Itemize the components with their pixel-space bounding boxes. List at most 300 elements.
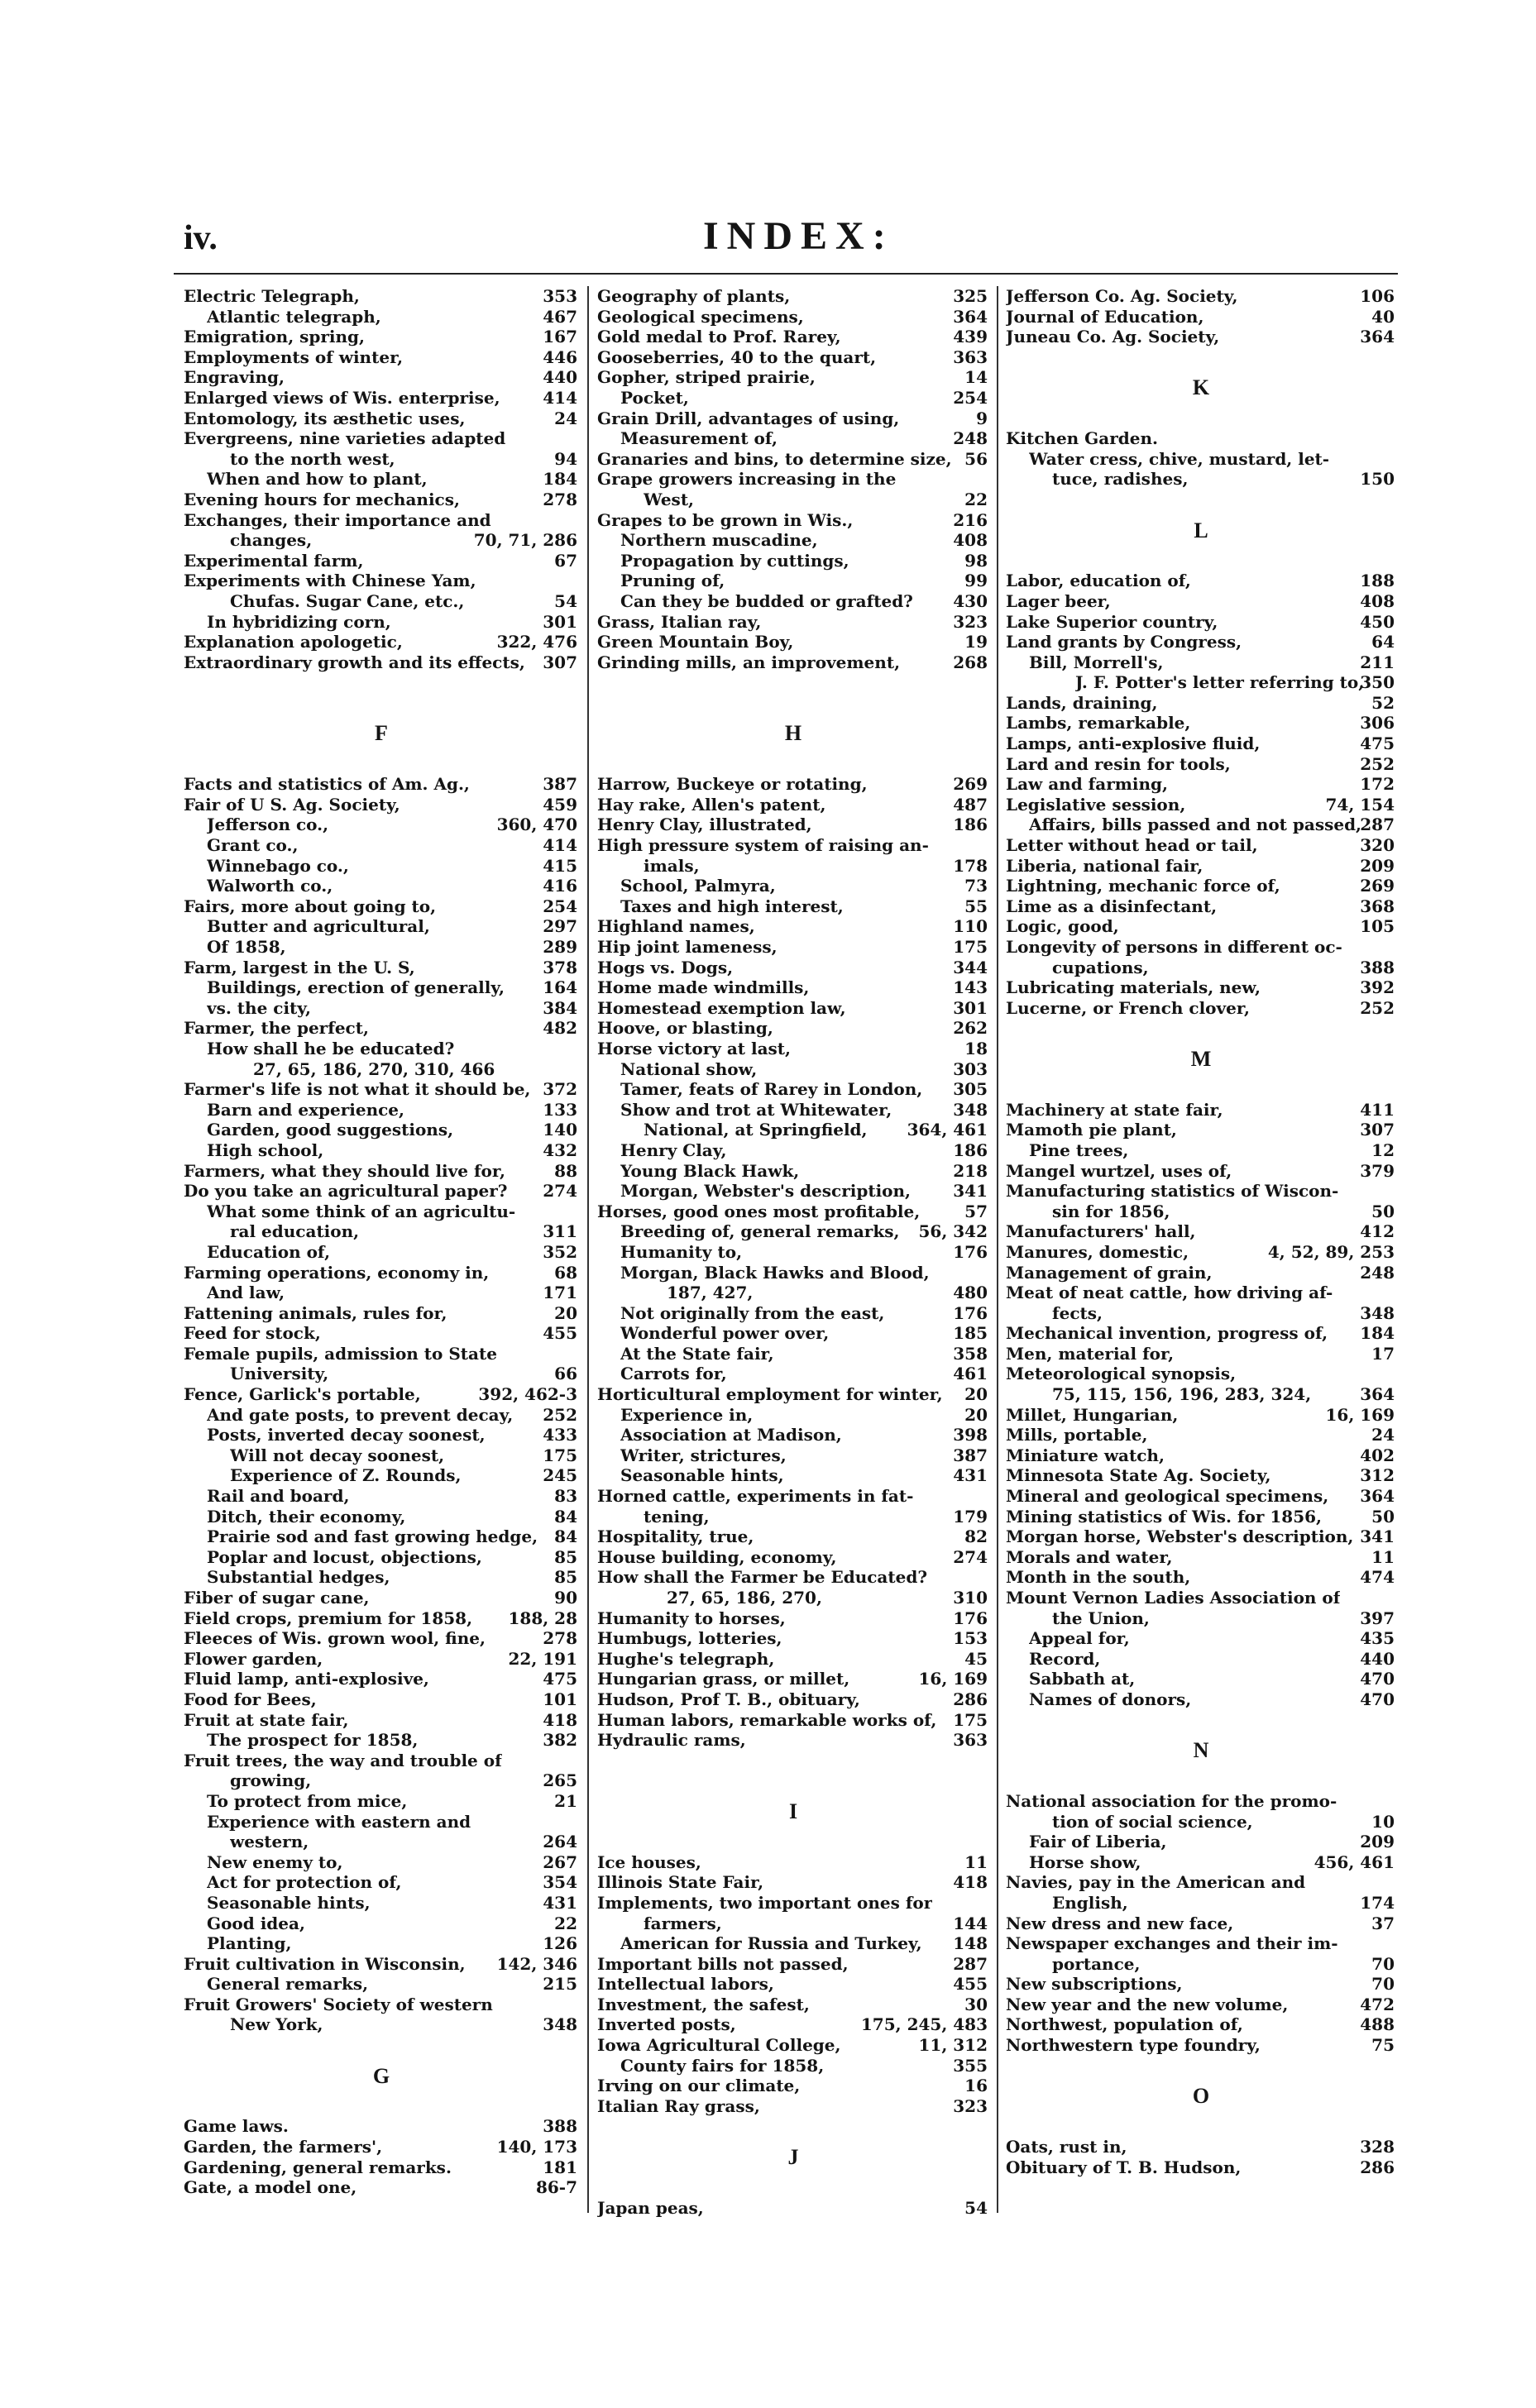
- index-entry: [184, 1161, 579, 1182]
- entry-topic: Labor, education of,: [1006, 571, 1191, 591]
- entry-topic: Lamps, anti-explosive fluid,: [1006, 733, 1261, 754]
- entry-pages: 388: [1360, 957, 1395, 977]
- entry-pages: 307: [543, 652, 577, 672]
- index-entry: [597, 998, 989, 1019]
- index-entry: [184, 1507, 579, 1527]
- index-entry: [1006, 1852, 1396, 1873]
- section-letter: J: [787, 2145, 799, 2170]
- entry-topic: Iowa Agricultural College,: [597, 2035, 841, 2056]
- entry-topic: Do you take an agricultural paper?: [184, 1181, 508, 1202]
- entry-topic: Rail and board,: [207, 1486, 350, 1507]
- entry-pages: 354: [543, 1872, 577, 1893]
- entry-pages: 269: [953, 774, 988, 795]
- entry-topic: Jefferson co.,: [207, 815, 329, 835]
- entry-topic: Navies, pay in the American and: [1006, 1872, 1306, 1893]
- index-entry: [1006, 1486, 1396, 1507]
- entry-pages: 307: [1360, 1120, 1395, 1140]
- entry-pages: 475: [543, 1669, 577, 1689]
- index-entry: [184, 1425, 579, 1445]
- entry-pages: 325: [953, 286, 988, 306]
- entry-pages: 378: [543, 957, 577, 977]
- entry-topic: Gooseberries, 40 to the quart,: [597, 346, 877, 367]
- entry-topic: vs. the city,: [207, 997, 311, 1018]
- entry-topic: County fairs for 1858,: [620, 2055, 825, 2076]
- spacer: [1006, 1710, 1396, 1731]
- entry-pages: 488: [1360, 2014, 1395, 2035]
- entry-pages: 278: [543, 1628, 577, 1649]
- entry-topic: Hospitality, true,: [597, 1526, 754, 1547]
- entry-topic: Farming operations, economy in,: [184, 1262, 490, 1283]
- entry-pages: 480: [953, 1283, 988, 1303]
- index-entry: [184, 367, 579, 388]
- index-entry: [184, 612, 579, 633]
- entry-topic: Minnesota State Ag. Society,: [1006, 1465, 1271, 1486]
- entry-pages: 57: [964, 1201, 988, 1221]
- entry-topic: School, Palmyra,: [620, 876, 776, 896]
- section-letter: O: [1192, 2084, 1210, 2109]
- entry-topic: Henry Clay, illustrated,: [597, 815, 812, 835]
- entry-topic: When and how to plant,: [207, 469, 428, 490]
- entry-topic: Hungarian grass, or millet,: [597, 1669, 850, 1689]
- index-entry: [184, 937, 579, 958]
- entry-topic: Can they be budded or grafted?: [620, 590, 913, 611]
- entry-pages: 355: [953, 2055, 988, 2076]
- index-entry: [597, 1913, 989, 1934]
- entry-pages: 74, 154: [1325, 794, 1395, 815]
- entry-topic: In hybridizing corn,: [207, 611, 391, 632]
- index-entry: [597, 449, 989, 470]
- entry-topic: To protect from mice,: [207, 1790, 408, 1811]
- index-entry: [184, 1669, 579, 1689]
- entry-topic: How shall he be educated?: [207, 1038, 455, 1058]
- index-entry: [184, 1954, 579, 1975]
- entry-topic: House building, economy,: [597, 1546, 837, 1567]
- index-entry: [184, 958, 579, 978]
- entry-topic: Names of donors,: [1029, 1689, 1192, 1709]
- index-entry: [184, 2177, 579, 2198]
- index-entry: [184, 2157, 579, 2178]
- entry-pages: 286: [1360, 2157, 1395, 2177]
- index-entry: [1006, 1689, 1396, 1710]
- entry-pages: 358: [953, 1343, 988, 1364]
- index-entry: [597, 1140, 989, 1161]
- entry-pages: 179: [953, 1506, 988, 1526]
- entry-pages: 20: [554, 1302, 577, 1323]
- entry-topic: Logic, good,: [1006, 916, 1119, 937]
- index-entry: [1006, 1933, 1396, 1954]
- entry-pages: 364: [1360, 1486, 1395, 1507]
- entry-topic: Mechanical invention, progress of,: [1006, 1323, 1328, 1344]
- entry-pages: 306: [1360, 713, 1395, 733]
- entry-topic: Education of,: [207, 1241, 331, 1262]
- index-entry: [184, 2137, 579, 2157]
- entry-pages: 150: [1360, 469, 1395, 490]
- entry-topic: Gold medal to Prof. Rarey,: [597, 327, 841, 347]
- entry-pages: 431: [543, 1892, 577, 1913]
- index-entry: [597, 856, 989, 877]
- entry-topic: Intellectual labors,: [597, 1974, 774, 1995]
- index-entry: [184, 998, 579, 1019]
- entry-pages: 85: [554, 1546, 577, 1567]
- index-entry: [1006, 937, 1396, 958]
- entry-pages: 185: [953, 1323, 988, 1344]
- entry-topic: Irving on our climate,: [597, 2076, 801, 2096]
- index-entry: [1006, 1507, 1396, 1527]
- entry-pages: 16, 169: [1325, 1404, 1395, 1425]
- entry-topic: Winnebago co.,: [207, 855, 349, 876]
- index-entry: [184, 1588, 579, 1608]
- entry-topic: Implements, two important ones for: [597, 1892, 933, 1913]
- index-entry: [1006, 1445, 1396, 1466]
- index-entry: [1006, 1303, 1396, 1324]
- entry-topic: Meat of neat cattle, how driving af-: [1006, 1283, 1333, 1303]
- entry-topic: Horticultural employment for winter,: [597, 1384, 943, 1405]
- entry-pages: 322, 476: [496, 632, 577, 652]
- entry-topic: Manufacturers' hall,: [1006, 1221, 1196, 1242]
- entry-topic: Lands, draining,: [1006, 692, 1158, 713]
- entry-topic: sin for 1856,: [1052, 1201, 1170, 1221]
- entry-topic: Henry Clay,: [620, 1140, 727, 1160]
- entry-topic: Human labors, remarkable works of,: [597, 1709, 937, 1730]
- index-entry: [597, 1893, 989, 1913]
- entry-topic: National association for the promo-: [1006, 1790, 1337, 1811]
- index-entry: [184, 1039, 579, 1059]
- spacer: [597, 754, 989, 775]
- index-entry: [597, 1323, 989, 1344]
- index-entry: [597, 1933, 989, 1954]
- entry-pages: 171: [543, 1283, 577, 1303]
- entry-topic: Fairs, more about going to,: [184, 896, 437, 916]
- entry-topic: Hay rake, Allen's patent,: [597, 794, 826, 815]
- index-entry: [1006, 1344, 1396, 1364]
- spacer: [597, 672, 989, 713]
- entry-topic: Liberia, national fair,: [1006, 855, 1203, 876]
- index-entry: [597, 367, 989, 388]
- entry-topic: Writer, strictures,: [620, 1445, 787, 1465]
- page-number: iv.: [184, 219, 218, 257]
- entry-topic: Entomology, its æsthetic uses,: [184, 408, 466, 428]
- index-entry: [597, 1669, 989, 1689]
- index-entry: [1006, 733, 1396, 754]
- entry-topic: Farmer's life is not what it should be,: [184, 1079, 531, 1100]
- index-entry: [184, 1730, 579, 1751]
- entry-topic: tuce, radishes,: [1052, 469, 1189, 490]
- index-entry: [1006, 1812, 1396, 1832]
- index-entry: [184, 1608, 579, 1629]
- page-header: [174, 207, 1398, 256]
- index-entry: [597, 1120, 989, 1140]
- entry-topic: Young Black Hawk,: [620, 1160, 800, 1181]
- index-entry: [184, 652, 579, 673]
- index-entry: [597, 835, 989, 856]
- entry-topic: Pruning of,: [620, 571, 725, 591]
- index-entry: [184, 1364, 579, 1384]
- entry-topic: Pocket,: [620, 387, 689, 408]
- entry-topic: Lard and resin for tools,: [1006, 753, 1231, 774]
- entry-pages: 435: [1360, 1628, 1395, 1649]
- entry-pages: 20: [964, 1384, 988, 1405]
- entry-topic: ral education,: [230, 1221, 360, 1242]
- index-entry: [1006, 876, 1396, 896]
- entry-topic: Measurement of,: [620, 428, 778, 449]
- index-entry: [1006, 652, 1396, 673]
- entry-topic: Mining statistics of Wis. for 1856,: [1006, 1506, 1323, 1526]
- entry-pages: 22: [964, 489, 988, 509]
- entry-pages: 110: [953, 916, 988, 937]
- index-entry: [1006, 1893, 1396, 1913]
- entry-topic: Facts and statistics of Am. Ag.,: [184, 774, 470, 795]
- entry-pages: 216: [953, 509, 988, 530]
- entry-pages: 176: [953, 1302, 988, 1323]
- entry-topic: How shall the Farmer be Educated?: [597, 1567, 928, 1588]
- entry-topic: Hydraulic rams,: [597, 1730, 746, 1751]
- entry-topic: Tamer, feats of Rarey in London,: [620, 1079, 923, 1100]
- index-entry: [1006, 1628, 1396, 1649]
- entry-pages: 341: [953, 1181, 988, 1202]
- index-entry: [184, 1018, 579, 1039]
- index-entry: [184, 1567, 579, 1588]
- index-entry: [1006, 774, 1396, 795]
- index-entry: [184, 1303, 579, 1324]
- index-entry: [184, 347, 579, 368]
- entry-topic: Poplar and locust, objections,: [207, 1546, 482, 1567]
- entry-topic: Grinding mills, an improvement,: [597, 652, 901, 672]
- entry-pages: 350: [1360, 672, 1395, 693]
- entry-pages: 278: [543, 489, 577, 509]
- index-entry: [184, 1995, 579, 2015]
- entry-topic: Gopher, striped prairie,: [597, 367, 816, 388]
- index-entry: [597, 1974, 989, 1995]
- entry-pages: 439: [953, 327, 988, 347]
- entry-topic: Mount Vernon Ladies Association of: [1006, 1588, 1341, 1608]
- index-entry: [597, 1547, 989, 1568]
- entry-topic: New dress and new face,: [1006, 1913, 1234, 1933]
- entry-topic: And gate posts, to prevent decay,: [207, 1404, 514, 1425]
- entry-pages: 297: [543, 916, 577, 937]
- index-entry: [597, 490, 989, 510]
- index-entry: [184, 307, 579, 327]
- index-entry: [184, 856, 579, 877]
- index-entry: [184, 428, 579, 449]
- index-entry: [597, 1242, 989, 1263]
- index-entry: [597, 1995, 989, 2015]
- entry-topic: Obituary of T. B. Hudson,: [1006, 2157, 1242, 2177]
- spacer: [184, 2096, 579, 2117]
- entry-topic: Chufas. Sugar Cane, etc.,: [230, 590, 465, 611]
- entry-topic: Mamoth pie plant,: [1006, 1120, 1177, 1140]
- entry-topic: Hogs vs. Dogs,: [597, 957, 734, 977]
- entry-topic: Humbugs, lotteries,: [597, 1628, 782, 1649]
- entry-topic: Fruit Growers' Society of western: [184, 1994, 493, 2014]
- entry-pages: 408: [953, 530, 988, 551]
- index-entry: [597, 1181, 989, 1202]
- index-entry: [184, 1405, 579, 1426]
- entry-topic: Land grants by Congress,: [1006, 632, 1242, 652]
- entry-pages: 432: [543, 1140, 577, 1160]
- index-entry: [597, 1872, 989, 1893]
- entry-topic: Explanation apologetic,: [184, 632, 403, 652]
- entry-topic: And law,: [207, 1283, 285, 1303]
- entry-topic: Inverted posts,: [597, 2014, 736, 2035]
- entry-pages: 245: [543, 1465, 577, 1486]
- index-entry: [597, 1954, 989, 1975]
- entry-pages: 487: [953, 794, 988, 815]
- entry-topic: General remarks,: [207, 1974, 369, 1995]
- entry-pages: 184: [543, 469, 577, 490]
- entry-pages: 209: [1360, 855, 1395, 876]
- entry-topic: Mangel wurtzel, uses of,: [1006, 1160, 1232, 1181]
- entry-topic: Grain Drill, advantages of using,: [597, 408, 900, 428]
- entry-topic: Fair of Liberia,: [1029, 1832, 1167, 1852]
- index-entry: [597, 1100, 989, 1120]
- index-entry: [1006, 1974, 1396, 1995]
- index-entry: [1006, 2157, 1396, 2178]
- column-divider: [587, 286, 589, 2213]
- index-entry: [1006, 856, 1396, 877]
- entry-topic: Manufacturing statistics of Wiscon-: [1006, 1181, 1339, 1202]
- entry-topic: Humanity to horses,: [597, 1608, 786, 1628]
- spacer: [1006, 551, 1396, 571]
- entry-pages: 455: [953, 1974, 988, 1995]
- entry-pages: 303: [953, 1058, 988, 1079]
- entry-topic: What some think of an agricultu-: [207, 1201, 516, 1221]
- entry-topic: At the State fair,: [620, 1343, 774, 1364]
- entry-topic: Fruit trees, the way and trouble of: [184, 1750, 502, 1770]
- section-letter: F: [375, 721, 388, 746]
- index-entry: [1006, 754, 1396, 775]
- entry-topic: New year and the new volume,: [1006, 1994, 1289, 2014]
- entry-topic: The prospect for 1858,: [207, 1730, 419, 1751]
- index-entry: [184, 2014, 579, 2035]
- entry-pages: 252: [543, 1404, 577, 1425]
- entry-pages: 433: [543, 1425, 577, 1445]
- entry-pages: 264: [543, 1832, 577, 1852]
- index-entry: [1006, 469, 1396, 490]
- entry-pages: 40: [1371, 306, 1395, 327]
- entry-topic: 27, 65, 186, 270, 310, 466: [253, 1058, 495, 1079]
- entry-topic: Jefferson Co. Ag. Society,: [1006, 286, 1238, 306]
- entry-topic: Field crops, premium for 1858,: [184, 1608, 473, 1628]
- spacer: [184, 754, 579, 775]
- index-entry: [1006, 571, 1396, 591]
- spacer: [1006, 2056, 1396, 2076]
- entry-pages: 440: [1360, 1648, 1395, 1669]
- index-entry: [597, 1079, 989, 1100]
- index-column-left: [184, 286, 579, 2213]
- index-entry: [597, 1710, 989, 1731]
- entry-pages: 181: [543, 2157, 577, 2177]
- entry-topic: Juneau Co. Ag. Society,: [1006, 327, 1220, 347]
- entry-pages: 64: [1371, 632, 1395, 652]
- entry-topic: Fiber of sugar cane,: [184, 1588, 370, 1608]
- index-entry: [184, 1181, 579, 1202]
- entry-topic: 27, 65, 186, 270,: [667, 1588, 822, 1608]
- entry-pages: 88: [554, 1160, 577, 1181]
- spacer: [1006, 408, 1396, 429]
- entry-topic: Experience in,: [620, 1404, 754, 1425]
- index-entry: [597, 1507, 989, 1527]
- entry-topic: Good idea,: [207, 1913, 305, 1933]
- index-entry: [184, 1832, 579, 1852]
- entry-topic: 187, 427,: [667, 1283, 754, 1303]
- entry-pages: 21: [554, 1790, 577, 1811]
- entry-pages: 467: [543, 306, 577, 327]
- spacer: [597, 2177, 989, 2198]
- entry-pages: 379: [1360, 1160, 1395, 1181]
- entry-pages: 175: [543, 1445, 577, 1465]
- entry-pages: 75: [1371, 2035, 1395, 2056]
- entry-pages: 269: [1360, 876, 1395, 896]
- entry-topic: National show,: [620, 1058, 758, 1079]
- index-entry: [184, 1283, 579, 1303]
- index-entry: [1006, 693, 1396, 714]
- entry-pages: 450: [1360, 611, 1395, 632]
- entry-topic: West,: [644, 489, 695, 509]
- entry-topic: Sabbath at,: [1029, 1669, 1136, 1689]
- index-entry: [597, 652, 989, 673]
- entry-pages: 4, 52, 89, 253: [1267, 1241, 1395, 1262]
- entry-topic: Northern muscadine,: [620, 530, 818, 551]
- index-entry: [1006, 449, 1396, 470]
- index-entry: [184, 1628, 579, 1649]
- spacer: [1006, 1079, 1396, 1100]
- index-entry: [184, 1770, 579, 1791]
- entry-topic: Fruit at state fair,: [184, 1709, 349, 1730]
- entry-pages: 252: [1360, 753, 1395, 774]
- index-entry: [1006, 1221, 1396, 1242]
- entry-pages: 172: [1360, 774, 1395, 795]
- entry-pages: 323: [953, 611, 988, 632]
- entry-pages: 209: [1360, 1832, 1395, 1852]
- entry-pages: 397: [1360, 1608, 1395, 1628]
- entry-topic: Evergreens, nine varieties adapted: [184, 428, 506, 449]
- entry-topic: Association at Madison,: [620, 1425, 842, 1445]
- entry-pages: 461: [953, 1364, 988, 1384]
- entry-pages: 24: [1371, 1425, 1395, 1445]
- entry-pages: 11: [964, 1851, 988, 1872]
- entry-topic: Lightning, mechanic force of,: [1006, 876, 1280, 896]
- entry-pages: 446: [543, 346, 577, 367]
- entry-topic: Grass, Italian ray,: [597, 611, 762, 632]
- entry-topic: Hip joint lameness,: [597, 937, 778, 957]
- entry-pages: 175: [953, 937, 988, 957]
- entry-pages: 37: [1371, 1913, 1395, 1933]
- entry-topic: tion of social science,: [1052, 1811, 1253, 1832]
- index-entry: [184, 1445, 579, 1466]
- entry-topic: Mineral and geological specimens,: [1006, 1486, 1329, 1507]
- entry-pages: 66: [554, 1364, 577, 1384]
- entry-topic: to the north west,: [230, 448, 395, 469]
- entry-pages: 408: [1360, 590, 1395, 611]
- entry-pages: 106: [1360, 286, 1395, 306]
- entry-pages: 254: [953, 387, 988, 408]
- entry-topic: Mills, portable,: [1006, 1425, 1148, 1445]
- entry-pages: 320: [1360, 835, 1395, 856]
- entry-topic: Fence, Garlick's portable,: [184, 1384, 421, 1405]
- entry-topic: Posts, inverted decay soonest,: [207, 1425, 486, 1445]
- entry-topic: Experience with eastern and: [207, 1811, 471, 1832]
- entry-pages: 186: [953, 1140, 988, 1160]
- entry-pages: 414: [543, 387, 577, 408]
- entry-pages: 11: [1371, 1546, 1395, 1567]
- entry-topic: Law and farming,: [1006, 774, 1168, 795]
- entry-topic: Hoove, or blasting,: [597, 1018, 773, 1039]
- index-entry: [597, 1526, 989, 1547]
- entry-topic: Electric Telegraph,: [184, 286, 360, 306]
- section-letter: I: [788, 1799, 798, 1823]
- entry-pages: 312: [1360, 1465, 1395, 1486]
- entry-topic: Lime as a disinfectant,: [1006, 896, 1218, 916]
